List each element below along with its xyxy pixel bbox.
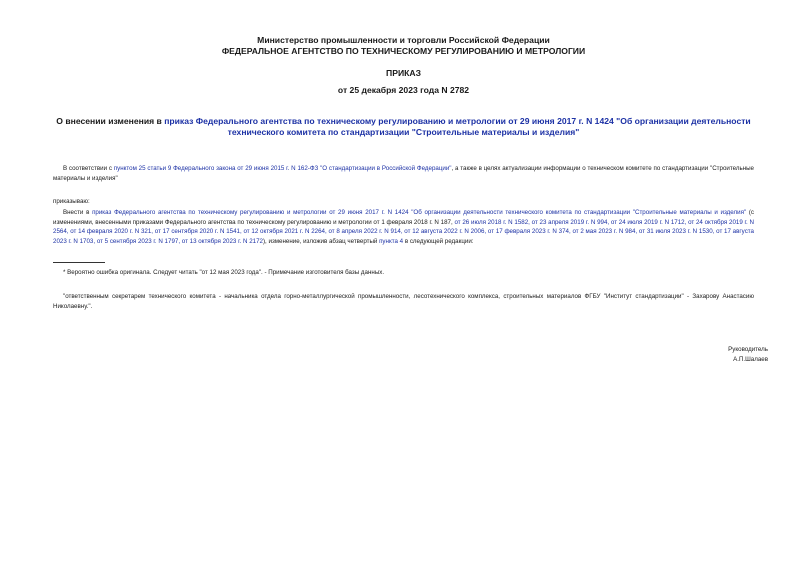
paragraph-new-wording: "ответственным секретарем технического комитета - начальника отдела горно-металлургической промышленности, лесотехнического комплекса, строительных материалов ФГБУ "Институт стандартизации" - Захарову Анастасию Николаевну.". — [53, 293, 754, 310]
paragraph-basis-prefix: В соответствии с — [63, 165, 114, 172]
amendment-prefix: Внести в — [63, 209, 93, 216]
order-1424-link[interactable]: приказ Федерального агентства по техническому регулированию и метрологии от 29 июня 2017 г. N 1424 "Об организации деятельности технического комитета по стандартизации "Строительные материалы и изделия" — [92, 209, 747, 216]
subject-order-link[interactable]: приказ Федерального агентства по техническому регулированию и метрологии от 29 июня 2017 г. N 1424 "Об организации деятельности технического комитета по стандартизации "Строительные материалы и изделия" — [164, 116, 751, 137]
amendment-mid-1: (с изменениями, внесенными приказами Федерального агентства по техническому регулированию и метрологии от 1 февраля 2018 г. N 187, — [53, 209, 754, 226]
amendment-mid-2: ), изменение, изложив абзац четвертый — [263, 237, 380, 245]
signature-name: А.П.Шалаев — [733, 356, 768, 363]
paragraph-basis-suffix: , а также в целях актуализации информации о техническом комитете по стандартизации "Строительные материалы и изделия" — [53, 165, 754, 182]
paragraph-basis — [53, 164, 754, 183]
paragraph-amendment — [53, 208, 754, 246]
amendment-suffix: в следующей редакции: — [403, 237, 474, 245]
document-type: ПРИКАЗ — [386, 68, 421, 78]
document-date: от 25 декабря 2023 года N 2782 — [337, 85, 470, 95]
point-4-link[interactable]: пункта 4 — [379, 237, 404, 245]
document-subject — [36, 116, 771, 138]
subject-prefix: О внесении изменения в — [56, 116, 165, 126]
federal-law-link[interactable]: пунктом 25 статьи 9 Федерального закона от 29 июня 2015 г. N 162-ФЗ "О стандартизации в Российской Федерации" — [113, 165, 452, 172]
footnote-divider — [53, 262, 105, 263]
signature-title: Руководитель — [728, 346, 768, 353]
footnote: * Вероятно ошибка оригинала. Следует читать "от 12 мая 2023 года". - Примечание изготовителя базы данных. — [63, 269, 385, 276]
ministry-name: Министерство промышленности и торговли Российской Федерации — [257, 35, 550, 45]
paragraph-order-word: приказываю: — [53, 198, 90, 205]
agency-name: ФЕДЕРАЛЬНОЕ АГЕНТСТВО ПО ТЕХНИЧЕСКОМУ РЕГУЛИРОВАНИЮ И МЕТРОЛОГИИ — [221, 46, 586, 56]
amending-orders-link[interactable]: от 26 июля 2018 г. N 1582, от 23 апреля 2019 г. N 994, от 24 июля 2019 г. N 1712, от 24 октября 2019 г. N 2564, от 14 февраля 2020 г. N 321, от 17 сентября 2020 г. N 1541, от 12 октября 2021 г. N 2264, от 8 апреля 2022 г. N 914, от 12 августа 2022 г. N 2006, от 17 февраля 2023 г. N 374, от 2 мая 2023 г. N 984, от 31 июля 2023 г. N 1530, от 17 августа 2023 г. N 1703, от 5 сентября 2023 г. N 1797, от 13 октября 2023 г. N 2172 — [53, 218, 755, 245]
